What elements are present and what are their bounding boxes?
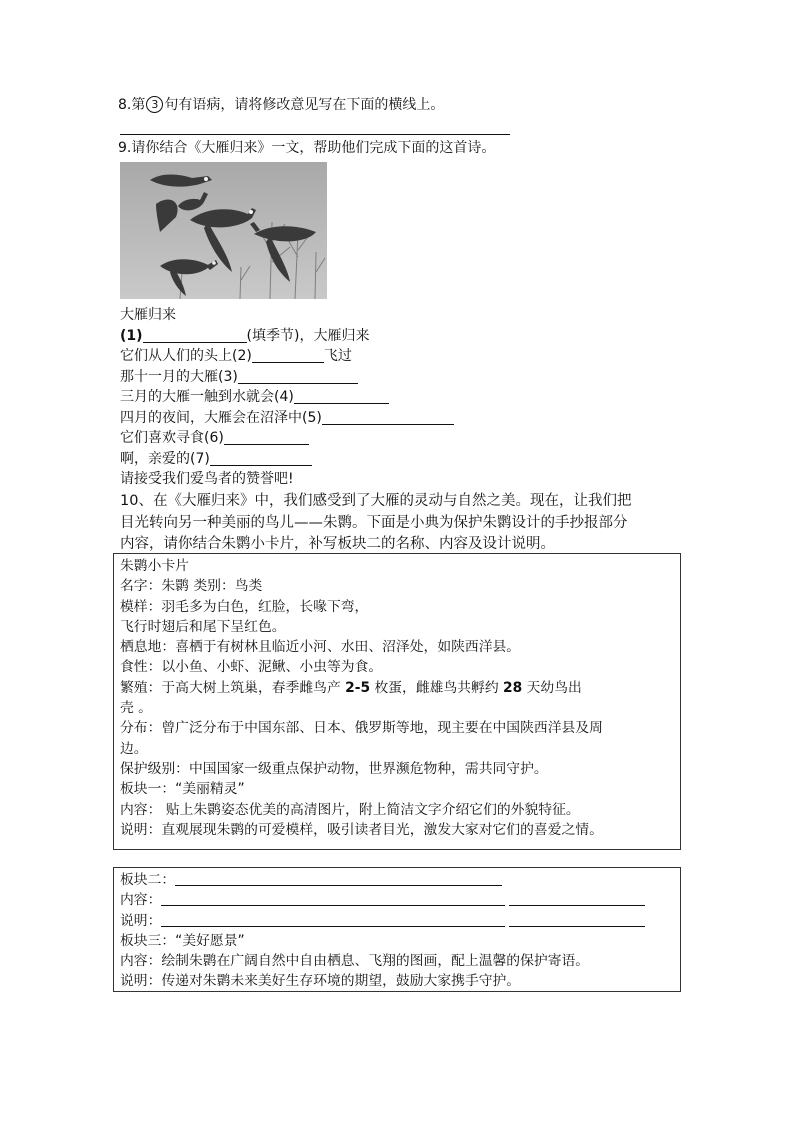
- question-8: 8.第 3 句有语病，请将修改意见写在下面的横线上。: [118, 97, 445, 113]
- section-two-box: 板块二： 内容： 说明： 板块三：“美好愿景” 内容：绘制朱鹮在广阔自然中自由栖息、飞翔的图画，配上温馨的保护寄语。 说明：传递对朱鹮未来美好生存环境的期望，鼓励大家携手守护。: [113, 867, 681, 992]
- blank-4[interactable]: [294, 389, 389, 404]
- blank-2[interactable]: [252, 348, 324, 363]
- answer-line-8[interactable]: [120, 134, 510, 135]
- question-9: 9.请你结合《大雁归来》一文，帮助他们完成下面的这首诗。: [118, 140, 496, 156]
- question-10: 10、在《大雁归来》中，我们感受到了大雁的灵动与自然之美。现在，让我们把 目光转向另一种美丽的鸟儿——朱鹮。下面是小典为保护朱鹮设计的手抄报部分 内容，请你结合朱鹮小卡片，补写板块二的名称、内容及设计说明。: [120, 493, 632, 552]
- blank-5[interactable]: [322, 410, 454, 425]
- poem-line-1: (1) (填季节)，大雁归来: [120, 327, 370, 344]
- poem-line-7: 啊，亲爱的(7): [120, 449, 454, 470]
- section-two-content-blank-2[interactable]: [509, 892, 645, 906]
- blank-1[interactable]: [143, 328, 247, 343]
- blank-6[interactable]: [224, 430, 309, 445]
- section-two-name-blank[interactable]: [175, 872, 502, 886]
- blank-7[interactable]: [210, 451, 312, 466]
- poem-line-6: 它们喜欢寻食(6): [120, 428, 454, 449]
- circled-number: 3: [146, 96, 163, 113]
- poem-line-2: 它们从人们的头上(2) 飞过: [120, 348, 352, 364]
- poem-line-5: 四月的夜间，大雁会在沼泽中(5): [120, 408, 454, 429]
- ibis-info-card: 朱鹮小卡片 名字：朱鹮 类别：鸟类 模样：羽毛多为白色，红脸，长喙下弯， 飞行时翅后和尾下呈红色。 栖息地：喜栖于有树林且临近小河、水田、沼泽处，如陕西洋县。 食性：以小鱼、小虾、泥鳅、小虫等为食。 繁殖：于高大树上筑巢，春季雌鸟产 2-5 枚蛋，雌雄鸟共孵约 28 天幼鸟出 壳 。 分布：曾广泛分布于中国东部、日本、俄罗斯等地，现主要在中国陕西洋县及周 边。 保护级别：中国国家一级重点保护动物，世界濒危物种，需共同守护。 板块一：“美丽精灵” 内容： 贴上朱鹮姿态优美的高清图片，附上简洁文字介绍它们的外貌特征。 说明：直观展现朱鹮的可爱模样，吸引读者目光，激发大家对它们的喜爱之情。: [113, 553, 681, 850]
- section-two-content-blank[interactable]: [161, 892, 505, 906]
- poem-line-8: 请接受我们爱鸟者的赞誉吧!: [120, 471, 294, 487]
- poem: [120, 305, 454, 490]
- section-two-note-blank[interactable]: [161, 913, 505, 927]
- blank-3[interactable]: [238, 369, 358, 384]
- geese-photo: [120, 162, 327, 299]
- section-two-note-blank-2[interactable]: [509, 913, 645, 927]
- card-title: 朱鹮小卡片: [120, 558, 189, 574]
- poem-title: 大雁归来: [120, 307, 176, 323]
- poem-line-4: 三月的大雁一触到水就会(4): [120, 387, 454, 408]
- poem-line-3: 那十一月的大雁(3): [120, 367, 454, 388]
